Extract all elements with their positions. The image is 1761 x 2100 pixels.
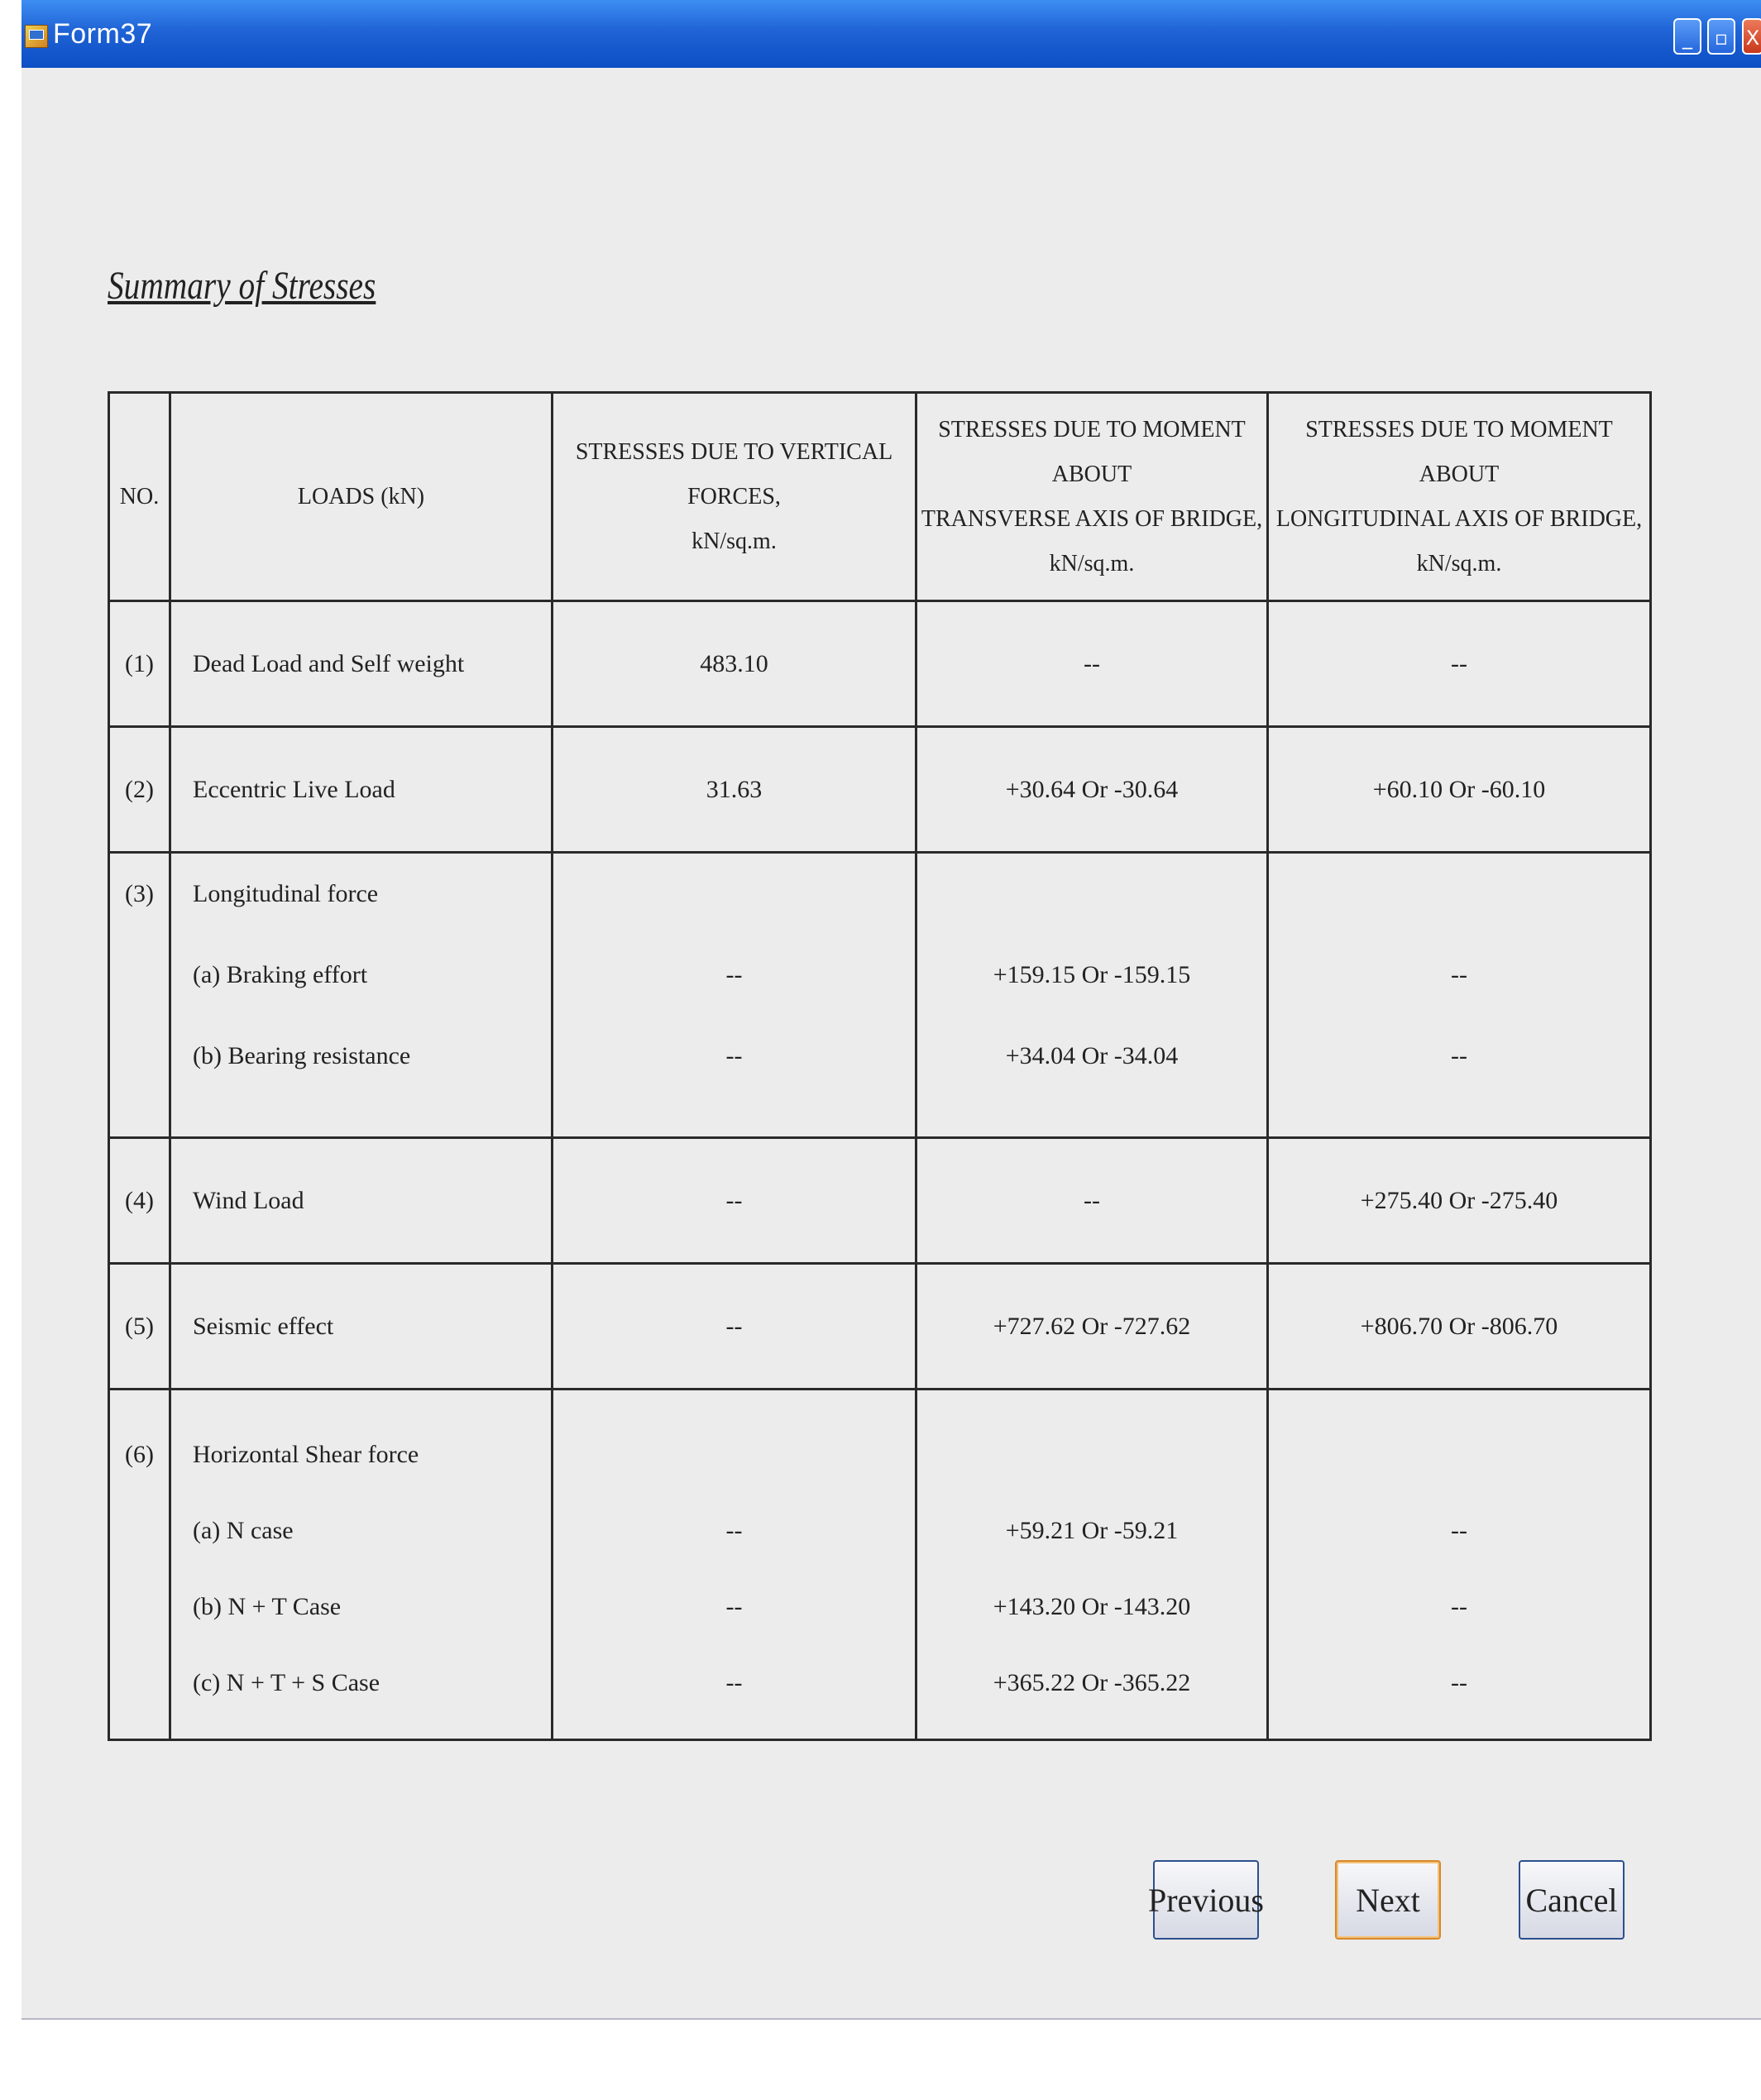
header-transverse-moment xyxy=(916,393,1268,601)
table-row xyxy=(109,727,1651,853)
sub-value: -- xyxy=(725,1042,743,1069)
longitudinal-stress: +60.10 Or -60.10 xyxy=(1268,727,1651,853)
sub-value: +59.21 Or -59.21 xyxy=(1005,1517,1179,1544)
previous-button[interactable]: Previous xyxy=(1153,1860,1259,1940)
sub-value: -- xyxy=(1451,1042,1467,1069)
row-number: (2) xyxy=(109,727,170,853)
header-loads: LOADS (kN) xyxy=(170,393,553,601)
transverse-stress xyxy=(916,853,1268,1138)
title-bar[interactable] xyxy=(22,0,1761,68)
sub-value: +143.20 Or -143.20 xyxy=(993,1593,1191,1620)
row-number: (4) xyxy=(109,1138,170,1264)
transverse-stress xyxy=(916,1390,1268,1740)
longitudinal-stress xyxy=(1268,853,1651,1138)
row-number-text: (6) xyxy=(125,1441,154,1468)
longitudinal-stress: +275.40 Or -275.40 xyxy=(1268,1138,1651,1264)
longitudinal-stress: -- xyxy=(1268,601,1651,727)
header-longitudinal-line1: STRESSES DUE TO MOMENT ABOUT xyxy=(1305,416,1613,487)
sub-load-name: (a) N case xyxy=(193,1517,294,1544)
load-name: Eccentric Live Load xyxy=(170,727,553,853)
window-title: Form37 xyxy=(53,18,153,50)
load-name: Seismic effect xyxy=(170,1264,553,1390)
table-row xyxy=(109,1138,1651,1264)
table-row xyxy=(109,1264,1651,1390)
next-button[interactable]: Next xyxy=(1335,1860,1441,1940)
transverse-stress: -- xyxy=(916,601,1268,727)
sub-value: -- xyxy=(1451,1517,1467,1544)
row-number xyxy=(109,853,170,1138)
load-name: Wind Load xyxy=(170,1138,553,1264)
cancel-button[interactable]: Cancel xyxy=(1519,1860,1625,1940)
load-group-title: Horizontal Shear force xyxy=(193,1441,419,1468)
stress-summary-table xyxy=(108,391,1652,1741)
sub-value: -- xyxy=(725,961,743,988)
vertical-stress: -- xyxy=(553,1138,916,1264)
maximize-button[interactable]: ▫ xyxy=(1707,18,1735,55)
vertical-stress: 483.10 xyxy=(553,601,916,727)
header-transverse-line2: TRANSVERSE AXIS OF BRIDGE, kN/sq.m. xyxy=(921,505,1263,576)
sub-value: -- xyxy=(1451,1669,1467,1696)
minimize-button[interactable]: _ xyxy=(1673,18,1701,55)
sub-value: -- xyxy=(725,1593,743,1620)
app-icon xyxy=(25,25,48,48)
sub-value: -- xyxy=(725,1517,743,1544)
header-vertical-line2: kN/sq.m. xyxy=(691,528,777,554)
longitudinal-stress: +806.70 Or -806.70 xyxy=(1268,1264,1651,1390)
sub-value: +365.22 Or -365.22 xyxy=(993,1669,1191,1696)
sub-value: -- xyxy=(1451,961,1467,988)
header-no: NO. xyxy=(109,393,170,601)
sub-value: -- xyxy=(725,1669,743,1696)
transverse-stress: +727.62 Or -727.62 xyxy=(916,1264,1268,1390)
table-row xyxy=(109,601,1651,727)
vertical-stress xyxy=(553,1390,916,1740)
load-group-title: Longitudinal force xyxy=(193,880,379,907)
sub-load-name: (b) N + T Case xyxy=(193,1593,342,1620)
sub-value: -- xyxy=(1451,1593,1467,1620)
vertical-stress: -- xyxy=(553,1264,916,1390)
sub-load-name: (c) N + T + S Case xyxy=(193,1669,380,1696)
table-header-row xyxy=(109,393,1651,601)
load-name: Dead Load and Self weight xyxy=(170,601,553,727)
header-longitudinal-moment xyxy=(1268,393,1651,601)
header-transverse-line1: STRESSES DUE TO MOMENT ABOUT xyxy=(938,416,1246,487)
vertical-stress xyxy=(553,853,916,1138)
header-vertical-forces xyxy=(553,393,916,601)
row-number-text: (3) xyxy=(125,880,154,907)
longitudinal-stress xyxy=(1268,1390,1651,1740)
close-button[interactable]: X xyxy=(1742,18,1761,55)
load-name xyxy=(170,1390,553,1740)
row-number: (1) xyxy=(109,601,170,727)
header-vertical-line1: STRESSES DUE TO VERTICAL FORCES, xyxy=(575,438,893,509)
transverse-stress: +30.64 Or -30.64 xyxy=(916,727,1268,853)
table-row xyxy=(109,1390,1651,1740)
load-name xyxy=(170,853,553,1138)
row-number xyxy=(109,1390,170,1740)
vertical-stress: 31.63 xyxy=(553,727,916,853)
sub-load-name: (a) Braking effort xyxy=(193,961,368,988)
sub-value: +34.04 Or -34.04 xyxy=(1005,1042,1179,1069)
header-longitudinal-line2: LONGITUDINAL AXIS OF BRIDGE, kN/sq.m. xyxy=(1275,505,1643,576)
sub-load-name: (b) Bearing resistance xyxy=(193,1042,411,1069)
transverse-stress: -- xyxy=(916,1138,1268,1264)
sub-value: +159.15 Or -159.15 xyxy=(993,961,1191,988)
row-number: (5) xyxy=(109,1264,170,1390)
table-row xyxy=(109,853,1651,1138)
page-title: Summary of Stresses xyxy=(108,264,376,308)
